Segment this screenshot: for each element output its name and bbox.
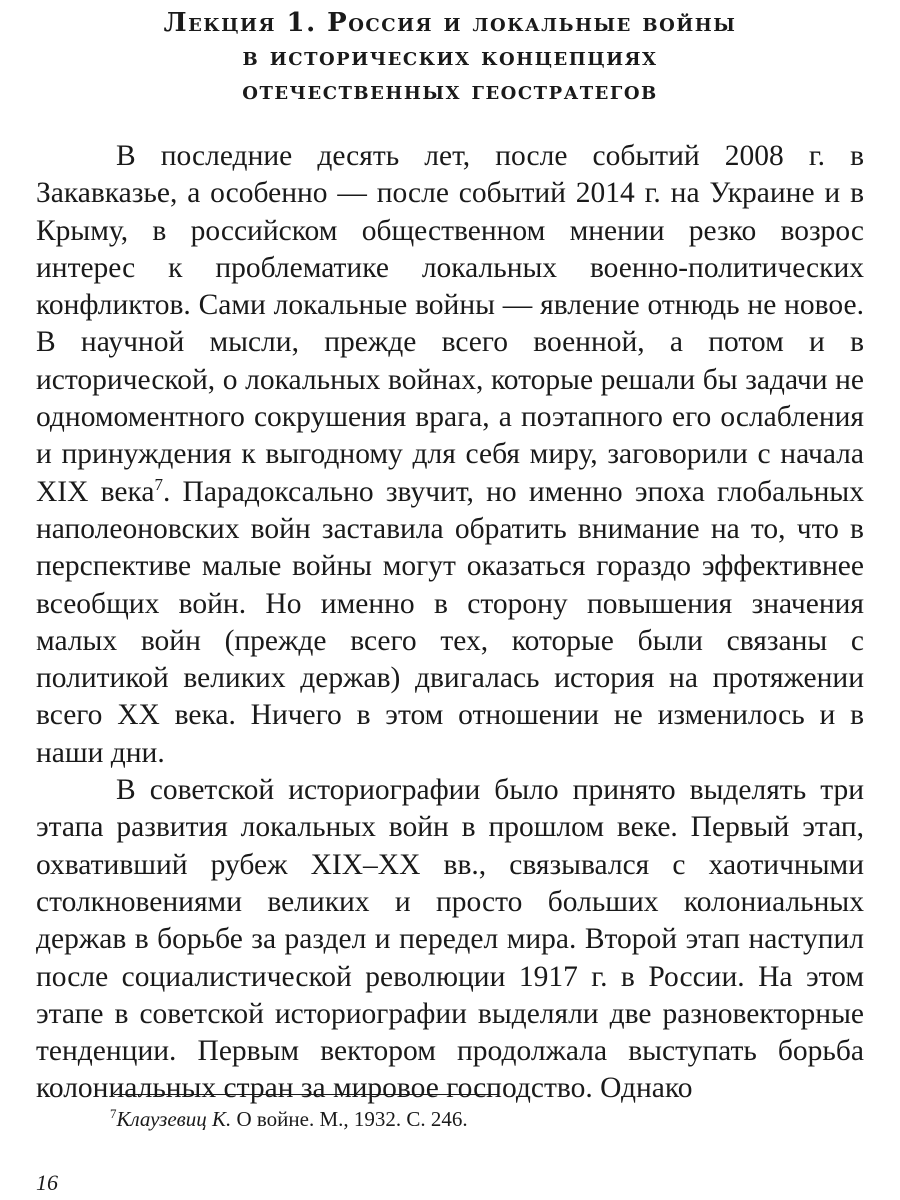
footnote-divider <box>114 1094 498 1095</box>
paragraph-2: В советской историографии было принято выделять три этапа развития локальных войн в прошлом веке. Первый этап, охвативший рубеж XIX–XX вв., связывался с хаотичными столкновениями великих и просто больших колониальных держав в борьбе за раздел и передел мира. Второй этап наступил после социалистической революции 1917 г. в России. На этом этапе в советской историографии выделяли две разновекторные тенденции. Первым вектором продолжала выступать борьба колониальных стран за мировое господство. Однако <box>36 774 864 1105</box>
footnote-text: О войне. М., 1932. С. 246. <box>231 1107 468 1131</box>
page-number: 16 <box>36 1170 58 1195</box>
footnote-number: 7 <box>110 1106 117 1121</box>
lecture-heading <box>36 6 864 108</box>
footnote-reference: 7 <box>154 474 163 494</box>
heading-line-2: в исторических концепциях <box>242 42 658 72</box>
paragraph-1-text-before-note: В последние десять лет, после событий 2008 г. в Закавказье, а особенно — после событий 2014 г. на Украине и в Крыму, в российском общественном мнении резко возрос интерес к проблематике локальных военно-политических конфликтов. Сами локальные войны — явление отнюдь не новое. В научной мысли, прежде всего военной, а потом и в исторической, о локальных войнах, которые решали бы задачи не одномоментного сокрушения врага, а поэтапного его ослабления и принуждения к выгодному для себя миру, заговорили с начала XIX века <box>36 140 864 508</box>
body-text <box>36 138 864 1108</box>
paragraph-1-text-after-note: . Парадоксально звучит, но именно эпоха глобальных наполеоновских войн заставила обратить внимание на то, что в перспективе малые войны могут оказаться гораздо эффективнее всеобщих войн. Но именно в сторону повышения значения малых войн (прежде всего тех, которые были связаны с политикой великих держав) двигалась история на протяжении всего XX века. Ничего в этом отношении не изменилось и в наши дни. <box>36 475 864 769</box>
heading-line-1: Лекция 1. Россия и локальные войны <box>163 8 737 38</box>
paragraph-1 <box>36 138 864 772</box>
heading-line-3: отечественных геостратегов <box>242 76 658 106</box>
page <box>36 6 864 1108</box>
footnote-author: Клаузевиц К. <box>116 1107 232 1131</box>
footnote <box>110 1106 468 1132</box>
